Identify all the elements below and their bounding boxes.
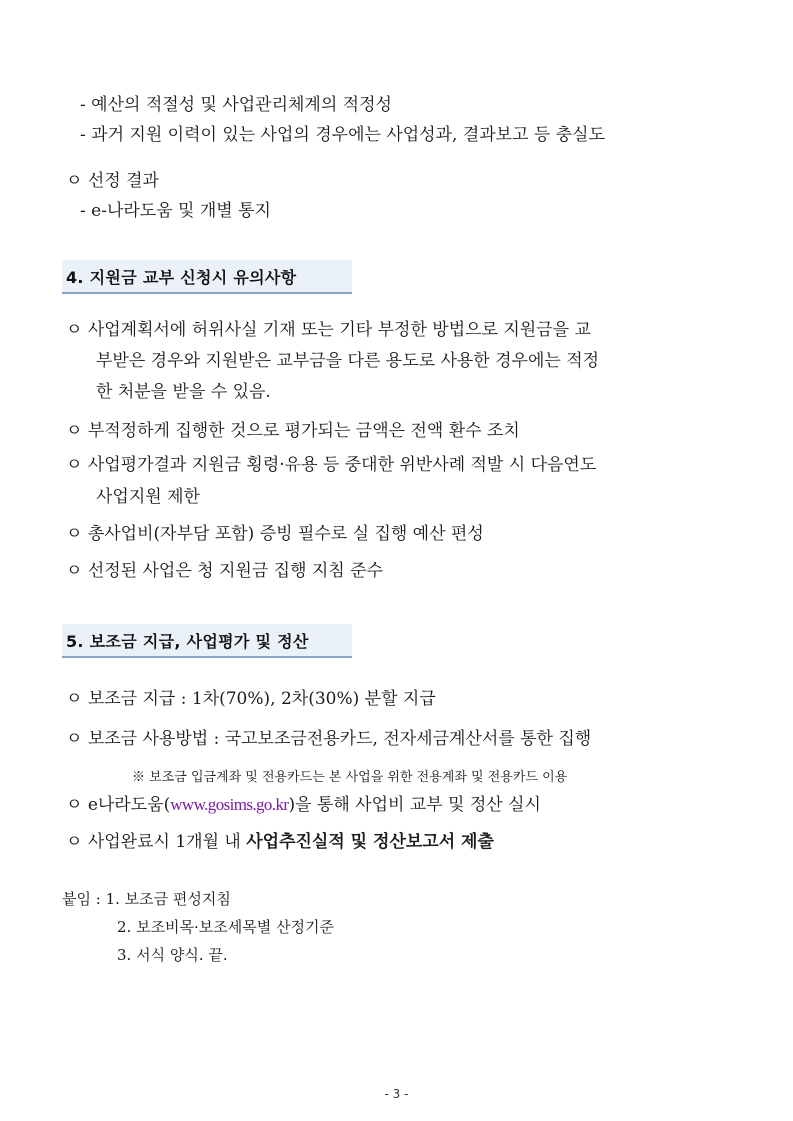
section-heading	[62, 260, 352, 294]
list-item: ㅇ 선정 결과	[66, 171, 159, 191]
list-item-continuation: 부받은 경우와 지원받은 교부금을 다른 용도로 사용한 경우에는 적정	[96, 351, 600, 371]
list-item: - 예산의 적절성 및 사업관리체계의 적정성	[80, 95, 392, 115]
list-item: ㅇ 사업평가결과 지원금 횡령·유용 등 중대한 위반사례 적발 시 다음연도	[66, 455, 597, 475]
list-item: ㅇ 보조금 사용방법 : 국고보조금전용카드, 전자세금계산서를 통한 집행	[66, 729, 592, 749]
attachment-line: 붙임 : 1. 보조금 편성지침	[62, 890, 231, 908]
attachment-line: 3. 서식 양식. 끝.	[117, 946, 228, 964]
text: ㅇ e나라도움(	[66, 795, 171, 815]
list-item: - 과거 지원 이력이 있는 사업의 경우에는 사업성과, 결과보고 등 충실도	[80, 125, 606, 145]
page-number: - 3 -	[384, 1087, 409, 1101]
list-item: - e-나라도움 및 개별 통지	[80, 201, 271, 221]
section-title: 4. 지원금 교부 신청시 유의사항	[66, 268, 297, 287]
list-item	[66, 832, 494, 852]
text: )을 통해 사업비 교부 및 정산 실시	[288, 795, 541, 815]
list-item	[66, 795, 541, 815]
footnote: ※ 보조금 입금계좌 및 전용카드는 본 사업을 위한 전용계좌 및 전용카드 이용	[132, 770, 568, 785]
list-item: ㅇ 총사업비(자부담 포함) 증빙 필수로 실 집행 예산 편성	[66, 524, 484, 544]
list-item: ㅇ 부적정하게 집행한 것으로 평가되는 금액은 전액 환수 조치	[66, 421, 520, 441]
text: ㅇ 사업완료시 1개월 내	[66, 832, 247, 852]
website-link[interactable]: www.gosims.go.kr	[170, 795, 289, 814]
section-title: 5. 보조금 지급, 사업평가 및 정산	[66, 632, 309, 651]
list-item-continuation: 사업지원 제한	[96, 487, 200, 507]
list-item-continuation: 한 처분을 받을 수 있음.	[96, 382, 271, 402]
section-heading	[62, 624, 352, 658]
list-item: ㅇ 보조금 지급 : 1차(70%), 2차(30%) 분할 지급	[66, 689, 436, 709]
emphasis-text: 사업추진실적 및 정산보고서 제출	[246, 832, 494, 852]
attachment-line: 2. 보조비목·보조세목별 산정기준	[117, 918, 334, 936]
list-item: ㅇ 사업계획서에 허위사실 기재 또는 기타 부정한 방법으로 지원금을 교	[66, 320, 591, 340]
list-item: ㅇ 선정된 사업은 청 지원금 집행 지침 준수	[66, 561, 384, 581]
